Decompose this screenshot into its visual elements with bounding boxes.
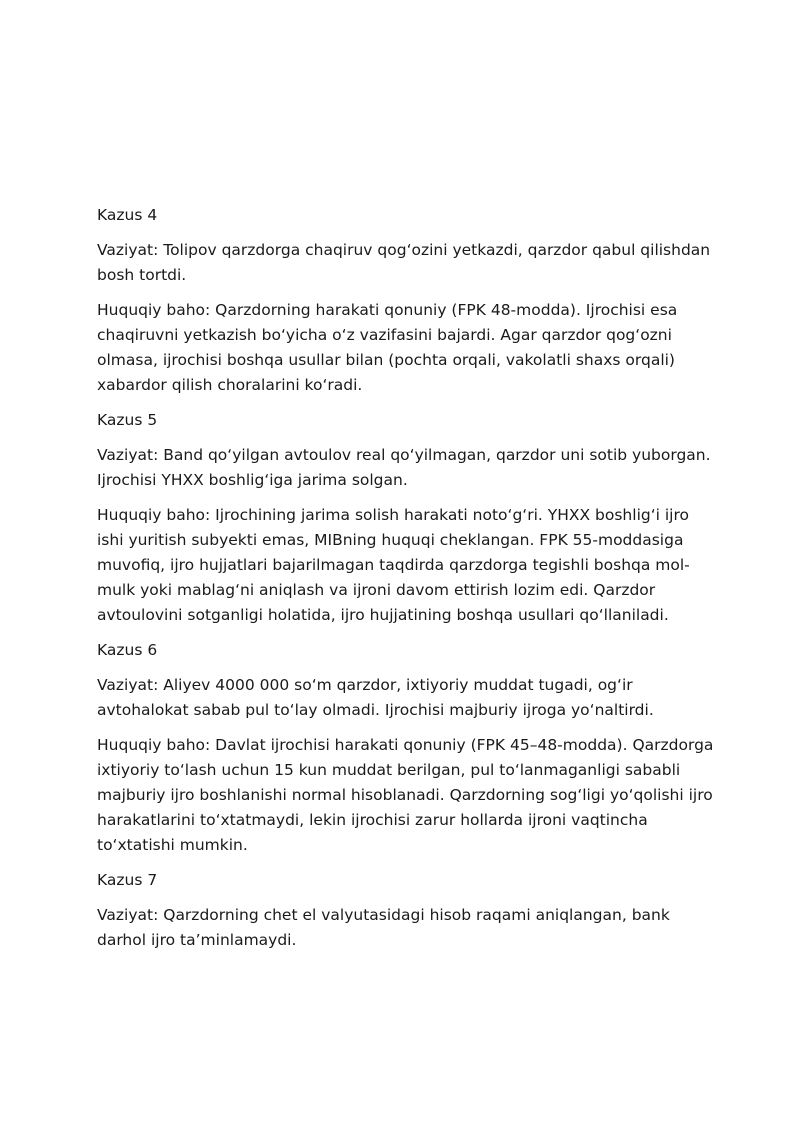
case-4-legal-assessment: Huquqiy baho: Qarzdorning harakati qonuniy (FPK 48-modda). Ijrochisi esa chaqiruvni yetkazish bo‘yicha o‘z vazifasini bajardi. Agar qarzdor qog‘ozni olmasa, ijrochisi boshqa usullar bilan (pochta orqali, vakolatli shaxs orqali) xabardor qilish choralarini ko‘radi.	[97, 301, 678, 394]
case-6-legal-assessment: Huquqiy baho: Davlat ijrochisi harakati qonuniy (FPK 45–48-modda). Qarzdorga ixtiyoriy to‘lash uchun 15 kun muddat berilgan, pul to‘lanmaganligi sababli majburiy ijro boshlanishi normal hisoblanadi. Qarzdorning sog‘ligi yo‘qolishi ijro harakatlarini to‘xtatmaydi, lekin ijrochisi zarur hollarda ijroni vaqtincha to‘xtatishi mumkin.	[97, 736, 714, 854]
case-6-title: Kazus 6	[97, 641, 158, 659]
case-4-title: Kazus 4	[97, 206, 158, 224]
case-7-title: Kazus 7	[97, 871, 158, 889]
case-5-legal-assessment: Huquqiy baho: Ijrochining jarima solish harakati noto‘g‘ri. YHXX boshlig‘i ijro ishi yuritish subyekti emas, MIBning huquqi cheklangan. FPK 55-moddasiga muvofiq, ijro hujjatlari bajarilmagan taqdirda qarzdorga tegishli boshqa mol-mulk yoki mablag‘ni aniqlash va ijroni davom ettirish lozim edi. Qarzdor avtoulovini sotganligi holatida, ijro hujjatining boshqa usullari qo‘llaniladi.	[97, 506, 690, 624]
case-5-situation: Vaziyat: Band qo‘yilgan avtoulov real qo‘yilmagan, qarzdor uni sotib yuborgan. Ijrochisi YHXX boshlig‘iga jarima solgan.	[97, 446, 711, 489]
document-body	[97, 203, 717, 963]
case-5-title: Kazus 5	[97, 411, 158, 429]
case-7-situation: Vaziyat: Qarzdorning chet el valyutasidagi hisob raqami aniqlangan, bank darhol ijro ta’minlamaydi.	[97, 906, 670, 949]
case-4-situation: Vaziyat: Tolipov qarzdorga chaqiruv qog‘ozini yetkazdi, qarzdor qabul qilishdan bosh tortdi.	[97, 241, 711, 284]
case-6-situation: Vaziyat: Aliyev 4000 000 so‘m qarzdor, ixtiyoriy muddat tugadi, og‘ir avtohalokat sabab pul to‘lay olmadi. Ijrochisi majburiy ijroga yo‘naltirdi.	[97, 676, 654, 719]
